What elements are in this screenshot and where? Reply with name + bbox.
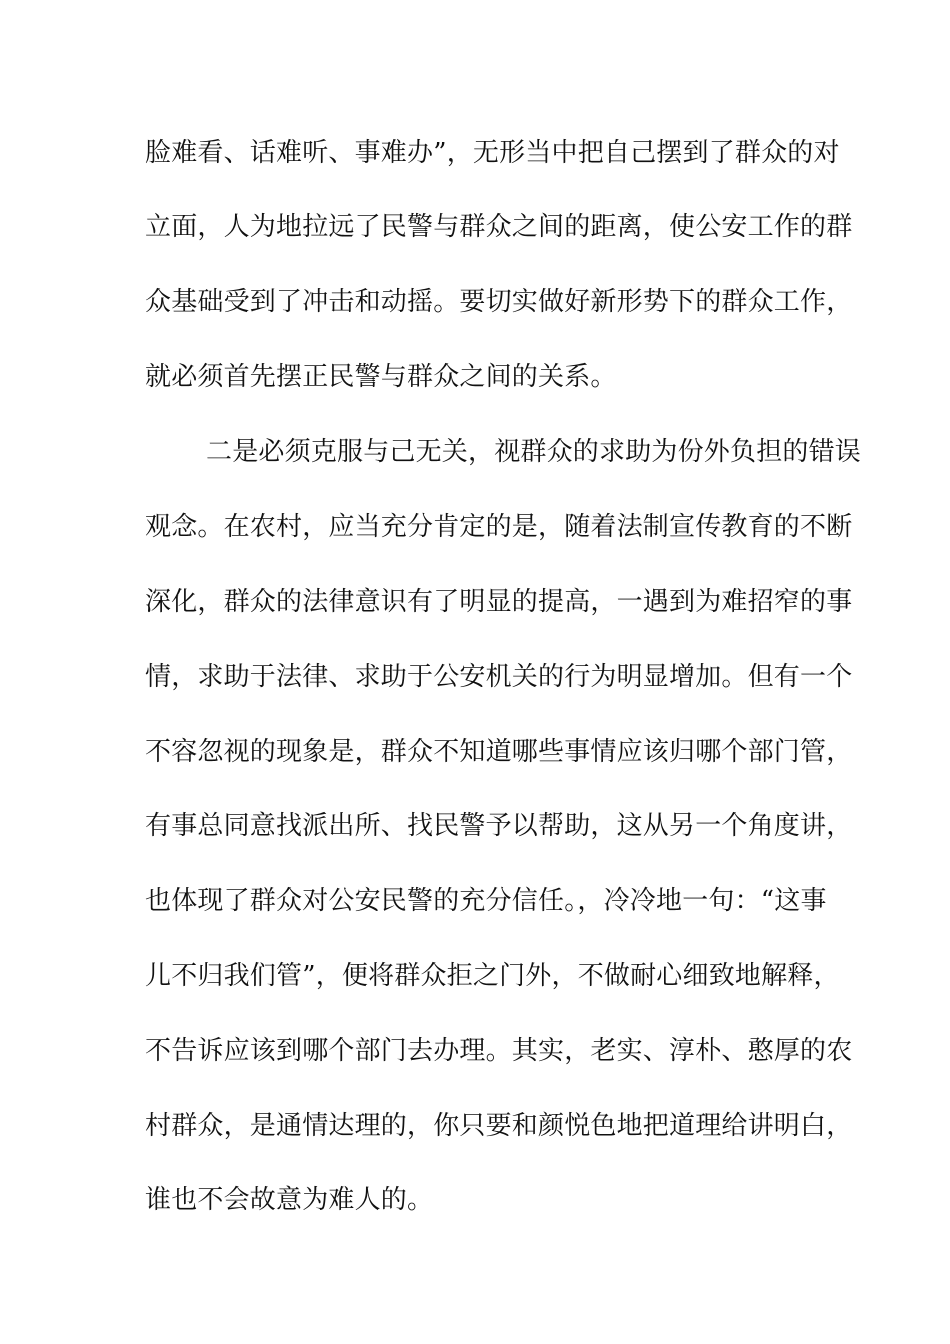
paragraph-line-10: 有事总同意找派出所、找民警予以帮助，这从另一个角度讲， (145, 811, 853, 841)
paragraph-line-5: 二是必须克服与己无关，视群众的求助为份外负担的错误 (206, 437, 862, 467)
paragraph-line-15: 谁也不会故意为难人的。 (145, 1185, 434, 1215)
paragraph-line-11: 也体现了群众对公安民警的充分信任。，冷冷地一句：“这事 (145, 886, 827, 916)
paragraph-line-14: 村群众，是通情达理的，你只要和颜悦色地把道理给讲明白， (145, 1111, 853, 1141)
paragraph-line-4: 就必须首先摆正民警与群众之间的关系。 (145, 362, 617, 392)
paragraph-line-3: 众基础受到了冲击和动摇。要切实做好新形势下的群众工作， (145, 287, 853, 317)
paragraph-line-7: 深化，群众的法律意识有了明显的提高，一遇到为难招窄的事 (145, 587, 853, 617)
paragraph-line-6: 观念。在农村，应当充分肯定的是，随着法制宣传教育的不断 (145, 512, 853, 542)
paragraph-line-9: 不容忽视的现象是，群众不知道哪些事情应该归哪个部门管， (145, 737, 853, 767)
paragraph-line-1: 脸难看、话难听、事难办”，无形当中把自己摆到了群众的对 (145, 138, 840, 168)
paragraph-line-2: 立面，人为地拉远了民警与群众之间的距离，使公安工作的群 (145, 212, 853, 242)
paragraph-line-8: 情，求助于法律、求助于公安机关的行为明显增加。但有一个 (145, 662, 853, 692)
paragraph-line-13: 不告诉应该到哪个部门去办理。其实，老实、淳朴、憨厚的农 (145, 1036, 853, 1066)
paragraph-line-12: 儿不归我们管”，便将群众拒之门外，不做耐心细致地解释， (145, 961, 840, 991)
